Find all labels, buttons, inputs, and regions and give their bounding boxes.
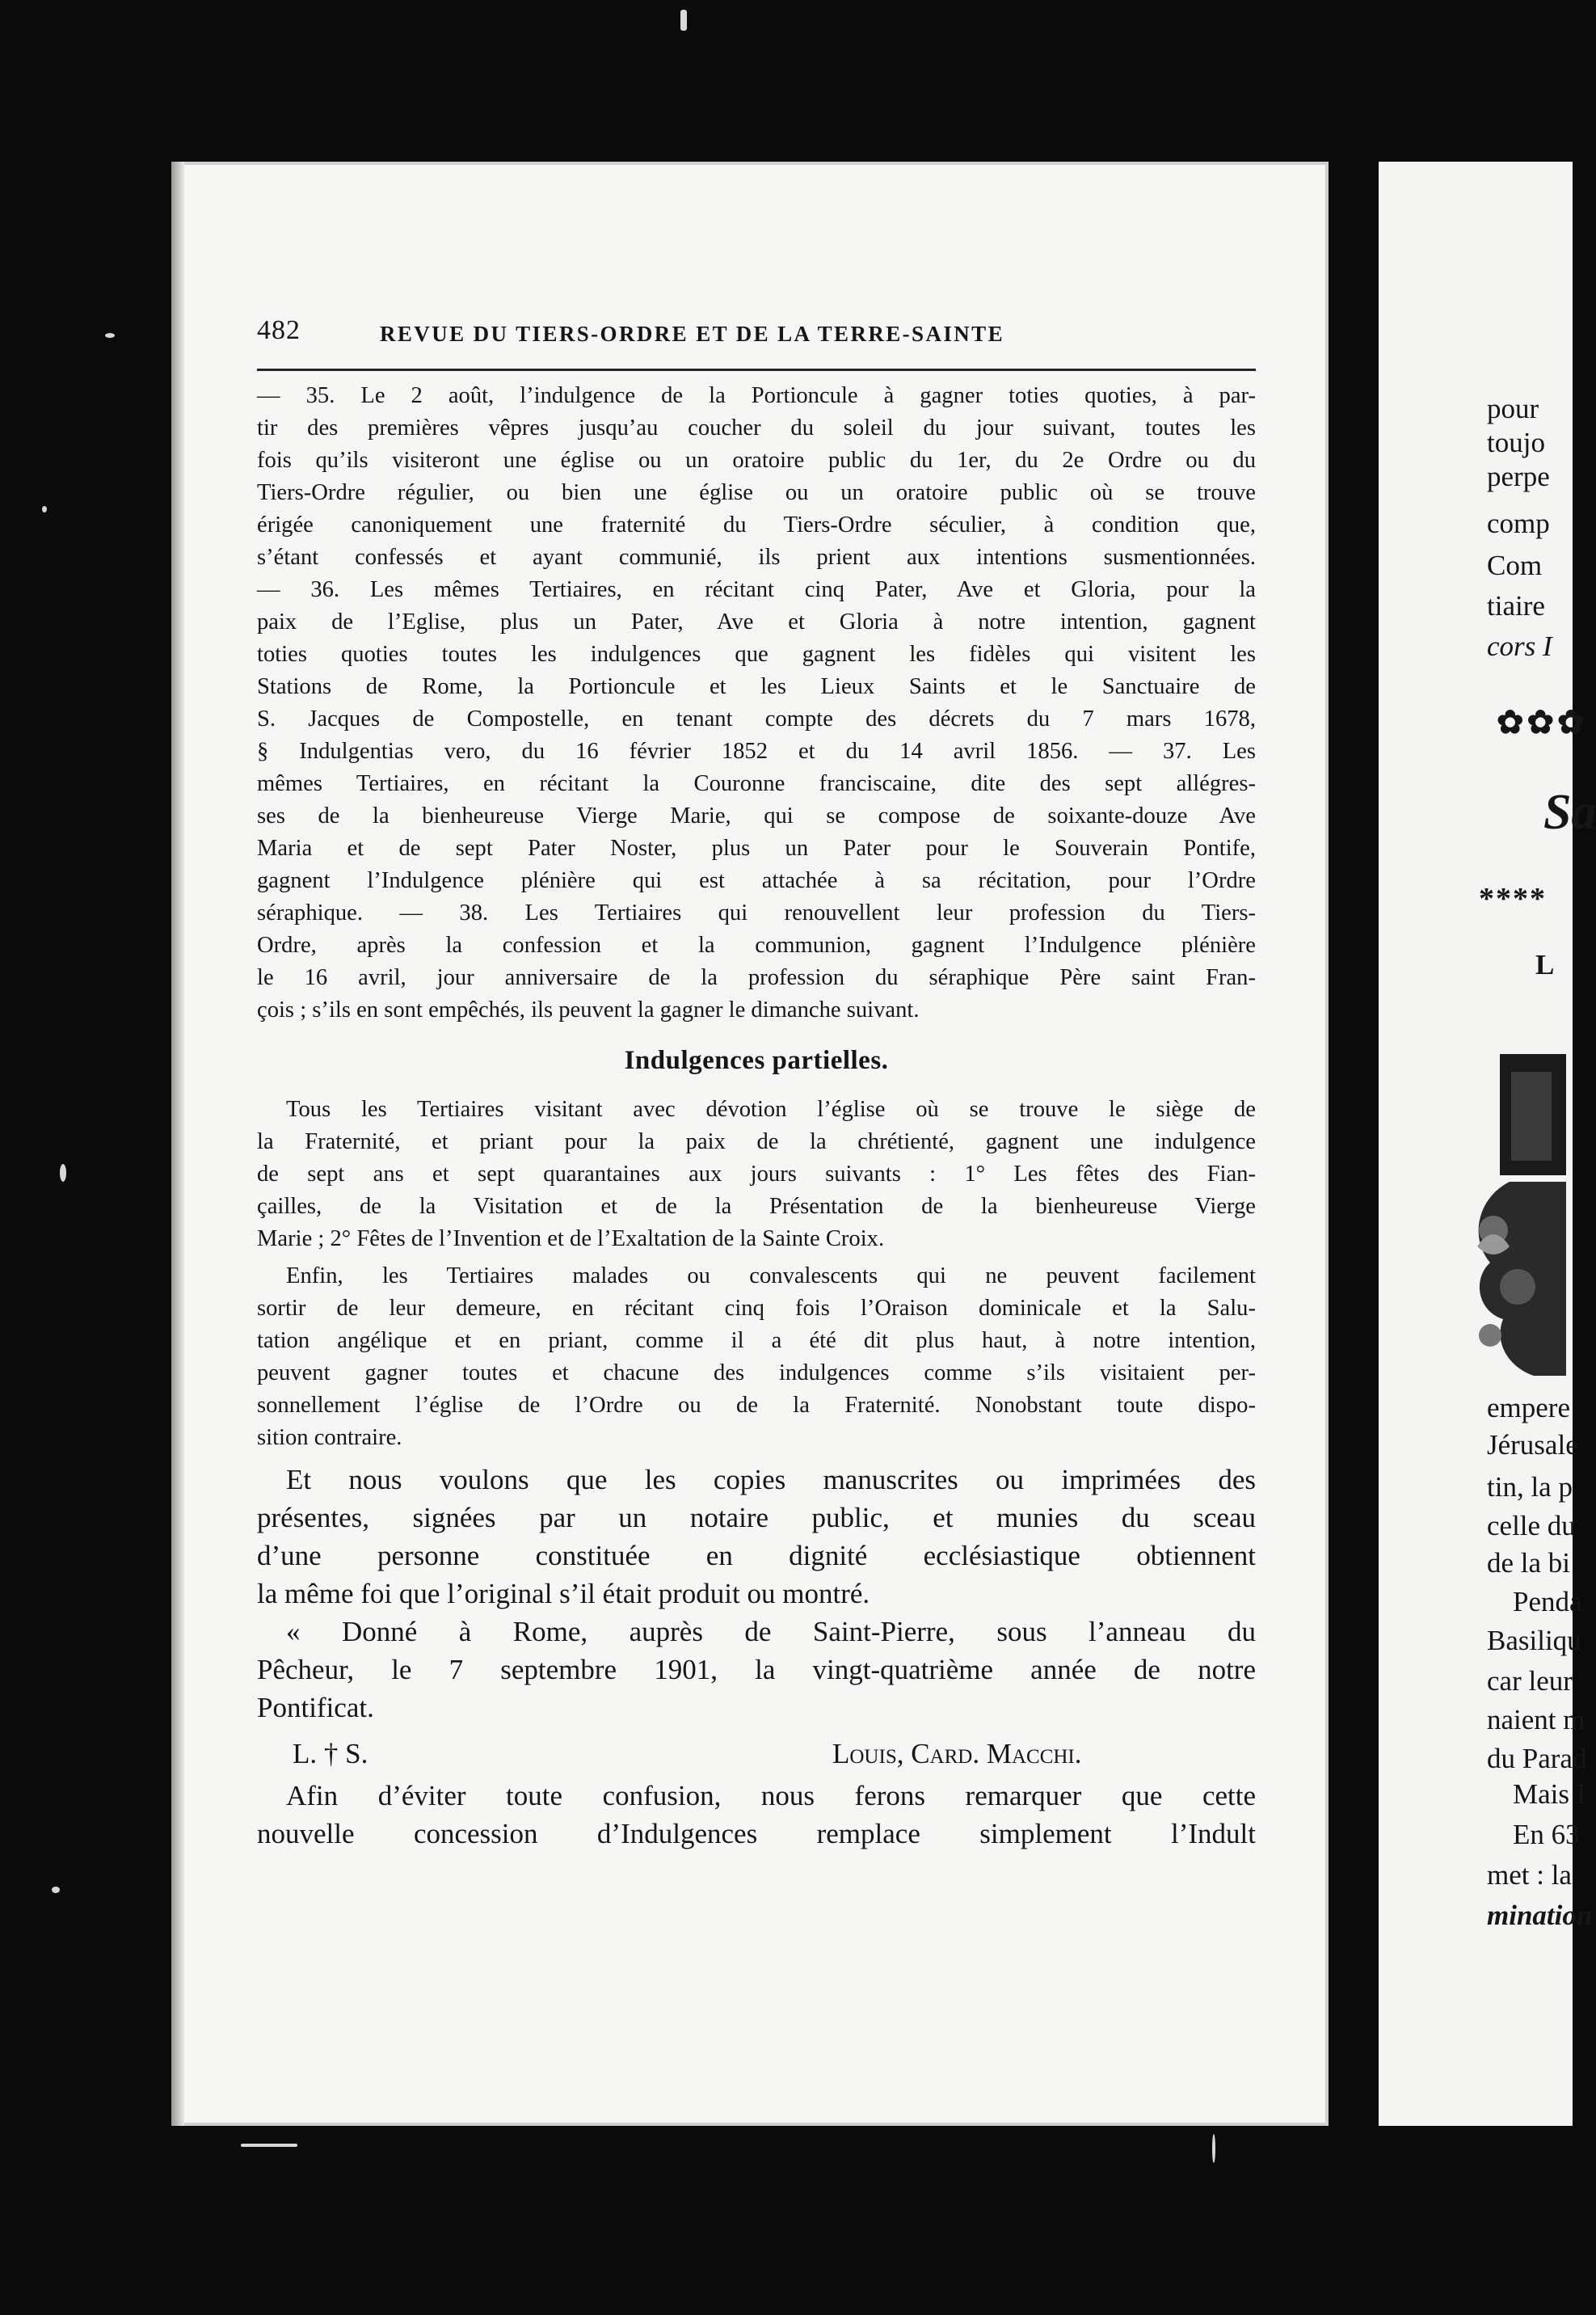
text-line: çailles, de la Visitation et de la Présentation de la bienheureuse Vierge — [257, 1194, 1256, 1219]
ornament-band: ✿✿✿ — [1497, 704, 1588, 740]
right-page-line: En 63 — [1513, 1819, 1580, 1850]
right-page-line: celle du — [1487, 1510, 1576, 1541]
signature-line — [257, 1731, 1256, 1777]
text-line: érigée canoniquement une fraternité du Tiers-Ordre séculier, à condition que, — [257, 512, 1256, 538]
right-page-line: pour — [1487, 393, 1539, 424]
text-line: tir des premières vêpres jusqu’au coucher du soleil du jour suivant, toutes les — [257, 415, 1256, 441]
heading-fragment: Sa — [1543, 785, 1596, 840]
text-line: ses de la bienheureuse Vierge Marie, qui se compose de soixante-douze Ave — [257, 803, 1256, 829]
text-line: Afin d’éviter toute confusion, nous ferons remarquer que cette — [286, 1780, 1256, 1811]
text-line: paix de l’Eglise, plus un Pater, Ave et Gloria à notre intention, gagnent — [257, 609, 1256, 635]
text-line: s’étant confessés et ayant communié, ils prient aux intentions susmentionnées. — [257, 545, 1256, 570]
paragraph-partial-indulgences — [257, 1094, 1256, 1255]
text-body — [257, 380, 1256, 1853]
text-line: § Indulgentias vero, du 16 février 1852 et du 14 avril 1856. — 37. Les — [257, 739, 1256, 764]
right-page-line: de la bi — [1487, 1547, 1571, 1579]
text-line: le 16 avril, jour anniversaire de la profession du séraphique Père saint Fran- — [257, 965, 1256, 990]
text-line: la Fraternité, et priant pour la paix de la chrétienté, gagnent une indulgence — [257, 1129, 1256, 1154]
text-line: la même foi que l’original s’il était produit ou montré. — [257, 1578, 870, 1609]
scan-speck — [52, 1887, 60, 1893]
right-page-line: naient m — [1487, 1704, 1585, 1735]
text-line: peuvent gagner toutes et chacune des indulgences comme s’ils visitaient per- — [257, 1360, 1256, 1385]
text-line: Maria et de sept Pater Noster, plus un Pater pour le Souverain Pontife, — [257, 836, 1256, 861]
text-line: Tous les Tertiaires visitant avec dévotion l’église où se trouve le siège de — [286, 1097, 1256, 1122]
text-line: Et nous voulons que les copies manuscrites ou imprimées des — [286, 1464, 1256, 1495]
right-page-line: tin, la p — [1487, 1471, 1573, 1503]
text-line: tation angélique et en priant, comme il a été dit plus haut, à notre intention, — [257, 1328, 1256, 1353]
text-line: sition contraire. — [257, 1425, 402, 1450]
text-line: — 36. Les mêmes Tertiaires, en récitant cinq Pater, Ave et Gloria, pour la — [257, 577, 1256, 602]
scan-speck — [105, 333, 115, 338]
text-line: séraphique. — 38. Les Tertiaires qui renouvellent leur profession du Tiers- — [257, 900, 1256, 926]
text-line: Tiers-Ordre régulier, ou bien une église ou un oratoire public où se trouve — [257, 480, 1256, 505]
seal-mark: L. † S. — [293, 1738, 368, 1769]
paragraph-closing-remark — [257, 1777, 1256, 1853]
right-page-line: Basiliqu — [1487, 1625, 1581, 1656]
scan-speck — [1212, 2134, 1215, 2163]
text-line: Ordre, après la confession et la communion, gagnent l’Indulgence plénière — [257, 933, 1256, 958]
text-line: Pontificat. — [257, 1692, 374, 1723]
text-line: fois qu’ils visiteront une église ou un oratoire public du 1er, du 2e Ordre ou du — [257, 448, 1256, 473]
scan-speck — [60, 1164, 66, 1182]
star-ornament: **** — [1479, 882, 1547, 916]
text-line: — 35. Le 2 août, l’indulgence de la Portioncule à gagner toties quoties, à par- — [257, 383, 1256, 408]
right-page-line: empere — [1487, 1392, 1570, 1423]
page-edge-shadow — [171, 162, 184, 2126]
text-line: présentes, signées par un notaire public, et munies du sceau — [257, 1502, 1256, 1533]
text-line: gagnent l’Indulgence plénière qui est attachée à sa récitation, pour l’Ordre — [257, 868, 1256, 893]
paragraph-copies — [257, 1461, 1256, 1613]
right-page-line: du Parad — [1487, 1743, 1587, 1774]
text-line: çois ; s’ils en sont empêchés, ils peuvent la gagner le dimanche suivant. — [257, 997, 920, 1023]
right-page-line: met : la — [1487, 1859, 1572, 1891]
right-page-line: Mais I — [1513, 1778, 1586, 1810]
page-number: 482 — [257, 315, 301, 345]
running-head — [257, 315, 1256, 356]
running-title: REVUE DU TIERS-ORDRE ET DE LA TERRE-SAINTE — [380, 322, 1004, 346]
right-page-line: toujo — [1487, 427, 1545, 458]
text-line: toties quoties toutes les indulgences que gagnent les fidèles qui visitent les — [257, 642, 1256, 667]
text-line: Marie ; 2° Fêtes de l’Invention et de l’Exaltation de la Sainte Croix. — [257, 1226, 885, 1251]
scan-speck — [680, 10, 687, 31]
right-page-line: perpe — [1487, 461, 1550, 492]
text-line: Enfin, les Tertiaires malades ou convalescents qui ne peuvent facilement — [286, 1263, 1256, 1288]
text-line: de sept ans et sept quarantaines aux jours suivants : 1° Les fêtes des Fian- — [257, 1162, 1256, 1187]
text-line: d’une personne constituée en dignité ecclésiastique obtiennent — [257, 1540, 1256, 1571]
cardinal-signature: Louis, Card. Macchi. — [832, 1738, 1082, 1769]
text-line: sonnellement l’église de l’Ordre ou de la Fraternité. Nonobstant toute dispo- — [257, 1393, 1256, 1418]
right-page-line: Com — [1487, 550, 1543, 581]
scan-speck — [42, 506, 47, 512]
text-line: sortir de leur demeure, en récitant cinq fois l’Oraison dominicale et la Salu- — [257, 1296, 1256, 1321]
paragraph-sick-tertiaries — [257, 1260, 1256, 1454]
scan-speck — [241, 2144, 297, 2147]
right-page-line: mination — [1487, 1900, 1593, 1931]
right-page-line: comp — [1487, 508, 1550, 539]
text-line: S. Jacques de Compostelle, en tenant compte des décrets du 7 mars 1678, — [257, 706, 1256, 732]
right-page-line: car leur — [1487, 1665, 1573, 1697]
right-page-line: cors I — [1487, 630, 1552, 662]
text-line: mêmes Tertiaires, en récitant la Couronne franciscaine, dite des sept allégres- — [257, 771, 1256, 796]
right-page-line: Penda — [1513, 1586, 1582, 1617]
subheading-fragment: L — [1535, 949, 1555, 980]
header-rule — [257, 369, 1256, 371]
paragraph-indulgences-35-38 — [257, 380, 1256, 1027]
text-line: « Donné à Rome, auprès de Saint-Pierre, sous l’anneau du — [286, 1616, 1256, 1647]
text-line: Pêcheur, le 7 septembre 1901, la vingt-quatrième année de notre — [257, 1654, 1256, 1685]
section-heading: Indulgences partielles. — [624, 1046, 889, 1075]
right-page-line: Jérusale — [1487, 1429, 1578, 1461]
paragraph-given-at-rome — [257, 1613, 1256, 1727]
right-page-line: tiaire — [1487, 590, 1545, 622]
text-line: Stations de Rome, la Portioncule et les Lieux Saints et le Sanctuaire de — [257, 674, 1256, 699]
decorated-drop-cap-illustration — [1461, 1044, 1566, 1384]
text-line: nouvelle concession d’Indulgences remplace simplement l’Indult — [257, 1818, 1256, 1849]
